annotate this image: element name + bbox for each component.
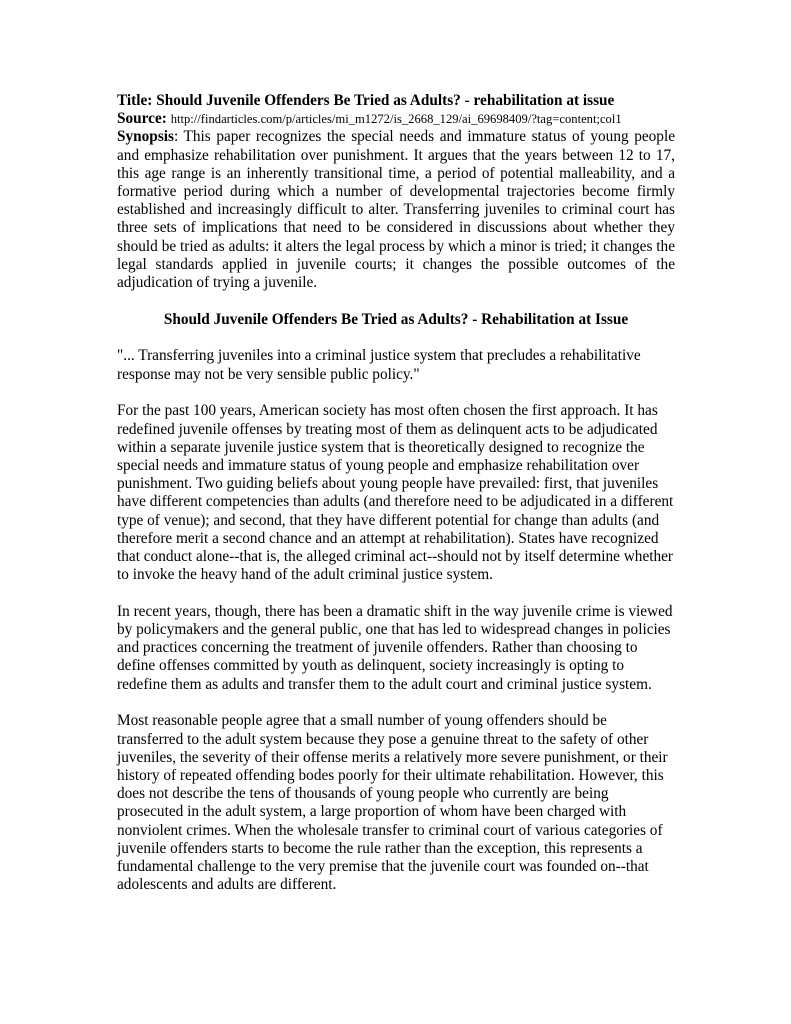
synopsis — [117, 128, 675, 292]
synopsis-text: : This paper recognizes the special needs and immature status of young people and emphasize rehabilitation over punishment. It argues that the years between 12 to 17, this age range is an inherently transitional time, a period of potential malleability, and a formative period during which a number of developmental trajectories become firmly established and increasingly difficult to alter. Transferring juveniles to criminal court has three sets of implications that need to be considered in discussions about whether they should be tried as adults: it alters the legal process by which a minor is tried; it changes the legal standards applied in juvenile courts; it changes the possible outcomes of the adjudication of trying a juvenile. — [117, 128, 675, 292]
document-page — [117, 92, 675, 913]
paragraph: In recent years, though, there has been a dramatic shift in the way juvenile crime is viewed by policymakers and the general public, one that has led to widespread changes in policies and practices concerning the treatment of juvenile offenders. Rather than choosing to define offenses committed by youth as delinquent, society increasingly is opting to redefine them as adults and transfer them to the adult court and criminal justice system. — [117, 602, 673, 693]
source-line — [117, 110, 675, 128]
article-heading: Should Juvenile Offenders Be Tried as Adults? - Rehabilitation at Issue — [163, 311, 629, 329]
source-url: http://findarticles.com/p/articles/mi_m1272/is_2668_129/ai_69698409/?tag=content;col1 — [170, 112, 622, 127]
synopsis-label: Synopsis — [117, 128, 174, 146]
document-title: Title: Should Juvenile Offenders Be Tried as Adults? - rehabilitation at issue — [117, 92, 615, 109]
source-label: Source: — [117, 110, 167, 128]
paragraph-quote: "... Transferring juveniles into a criminal justice system that precludes a rehabilitative response may not be very sensible public policy." — [117, 347, 641, 383]
paragraph: For the past 100 years, American society has most often chosen the first approach. It has redefined juvenile offenses by treating most of them as delinquent acts to be adjudicated within a separate juvenile justice system that is theoretically designed to recognize the special needs and immature status of young people and emphasize rehabilitation over punishment. Two guiding beliefs about young people have prevailed: first, that juveniles have different competencies than adults (and therefore need to be adjudicated in a different type of venue); and second, that they have different potential for change than adults (and therefore merit a second chance and an attempt at rehabilitation). States have recognized that conduct alone--that is, the alleged criminal act--should not by itself determine whether to invoke the heavy hand of the adult criminal justice system. — [117, 402, 674, 584]
paragraph: Most reasonable people agree that a small number of young offenders should be transferred to the adult system because they pose a genuine threat to the safety of other juveniles, the severity of their offense merits a relatively more severe punishment, or their history of repeated offending bodes poorly for their ultimate rehabilitation. However, this does not describe the tens of thousands of young people who currently are being prosecuted in the adult system, a large proportion of whom have been charged with nonviolent crimes. When the wholesale transfer to criminal court of various categories of juvenile offenders starts to become the rule rather than the exception, this represents a fundamental challenge to the very premise that the juvenile court was founded on--that adolescents and adults are different. — [117, 712, 668, 894]
